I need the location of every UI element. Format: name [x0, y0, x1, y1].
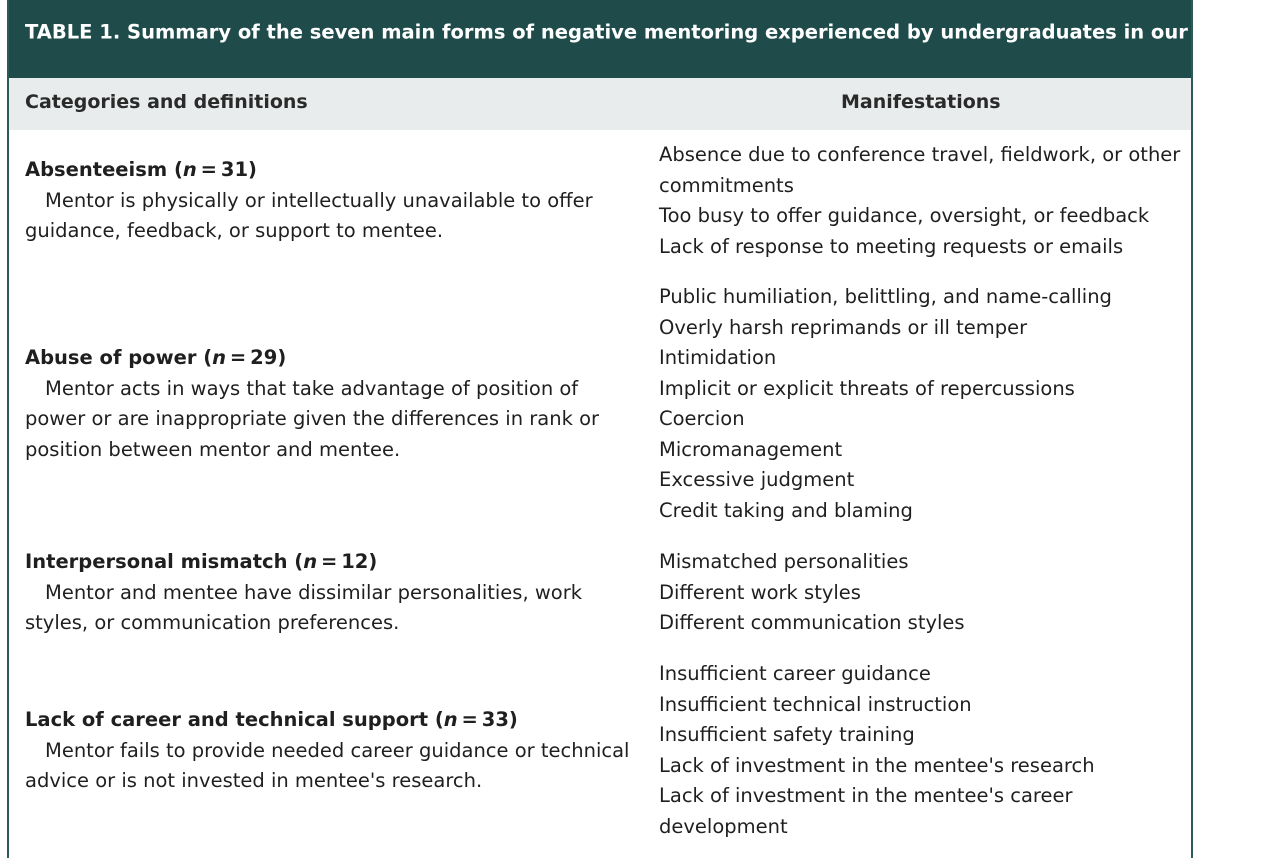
table-title-text: TABLE 1. Summary of the seven main forms of negative mentoring experienced by undergraduates in our study	[25, 20, 1257, 44]
manifestation-item: Lack of investment in the mentee's career development	[659, 784, 1073, 838]
manifestation-item: Intimidation	[659, 346, 777, 369]
category-cell	[25, 343, 640, 465]
category-cell	[25, 547, 640, 639]
manifestations-cell	[659, 659, 1184, 842]
manifestation-item: Mismatched personalities	[659, 550, 909, 573]
manifestation-item: Credit taking and blaming	[659, 498, 913, 522]
column-header-categories: Categories and definitions	[25, 91, 308, 113]
category-title: Abuse of power (n = 29)	[25, 346, 287, 369]
manifestation-item: Absence due to conference travel, fieldwork, or other commitments	[659, 143, 1181, 197]
manifestation-item: Too busy to offer guidance, oversight, or feedback	[659, 204, 1150, 227]
category-cell	[25, 705, 640, 797]
manifestations-cell	[659, 547, 1184, 639]
manifestation-item: Public humiliation, belittling, and name-calling	[659, 285, 1112, 308]
manifestations-cell	[659, 140, 1184, 262]
manifestation-item: Micromanagement	[659, 437, 843, 461]
manifestation-item: Insufficient safety training	[659, 723, 915, 746]
category-title: Absenteeism (n = 31)	[25, 158, 257, 181]
table-title	[9, 0, 1264, 78]
category-title: Lack of career and technical support (n = 33)	[25, 708, 518, 731]
category-definition: Mentor is physically or intellectually unavailable to offer guidance, feedback, or support to mentee.	[25, 188, 593, 242]
manifestations-cell	[659, 282, 1184, 526]
manifestation-item: Lack of investment in the mentee's research	[659, 753, 1095, 777]
manifestation-item: Different communication styles	[659, 611, 965, 634]
table-container	[7, 0, 1264, 858]
manifestation-item: Implicit or explicit threats of repercussions	[659, 376, 1075, 400]
manifestation-item: Different work styles	[659, 580, 861, 604]
category-definition: Mentor and mentee have dissimilar personalities, work styles, or communication preferences.	[25, 580, 583, 634]
footnote-marker: a	[1256, 18, 1264, 32]
category-definition: Mentor fails to provide needed career guidance or technical advice or is not invested in mentee's research.	[25, 738, 630, 792]
category-title: Interpersonal mismatch (n = 12)	[25, 550, 378, 573]
manifestation-item: Excessive judgment	[659, 468, 855, 491]
manifestation-item: Overly harsh reprimands or ill temper	[659, 315, 1028, 339]
manifestation-item: Insufficient technical instruction	[659, 692, 972, 716]
table-header-row	[9, 78, 1191, 130]
manifestation-item: Lack of response to meeting requests or emails	[659, 234, 1124, 258]
manifestation-item: Insufficient career guidance	[659, 662, 931, 685]
category-cell	[25, 155, 640, 247]
manifestation-item: Coercion	[659, 407, 745, 430]
column-header-manifestations: Manifestations	[841, 91, 1001, 113]
category-definition: Mentor acts in ways that take advantage of position of power or are inappropriate given the differences in rank or position between mentor and mentee.	[25, 376, 600, 461]
